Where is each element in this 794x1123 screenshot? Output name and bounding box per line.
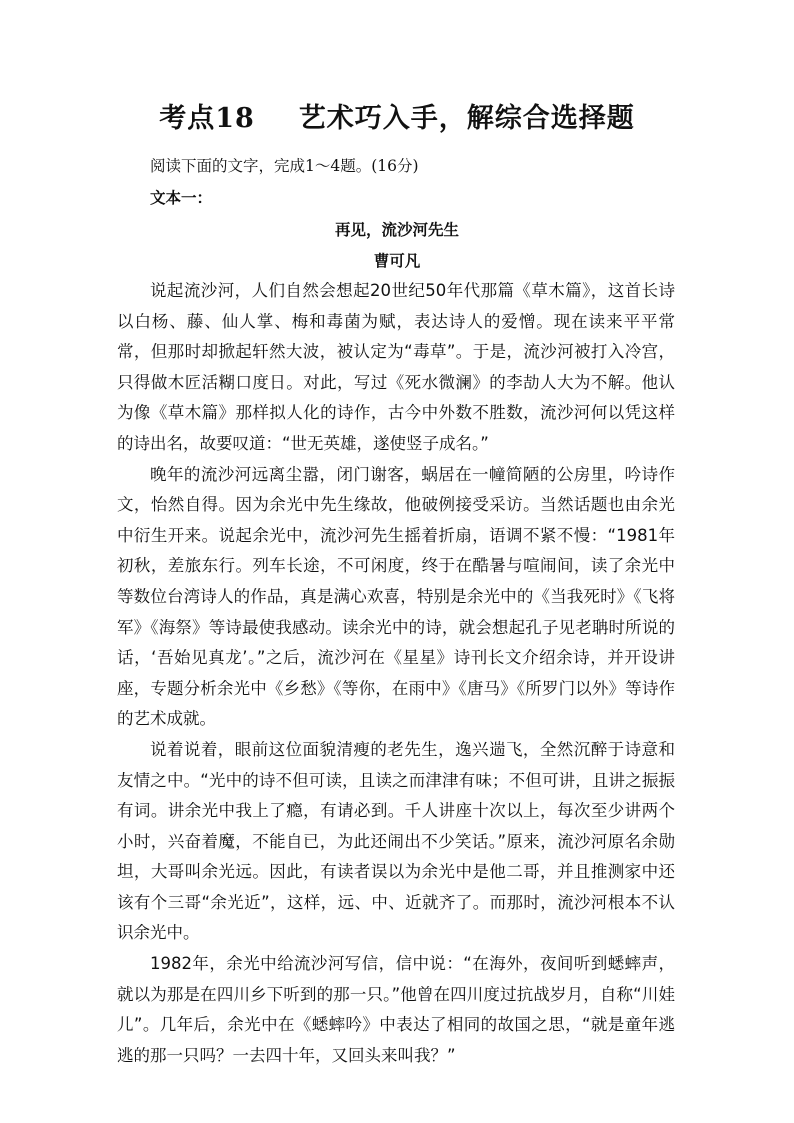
title-topic-text: 艺术巧入手，解综合选择题 (298, 103, 635, 134)
article-title: 再见，流沙河先生 (334, 220, 459, 239)
paragraph: 1982年，余光中给流沙河写信，信中说：“在海外，夜间听到蟋蟀声，就以为那是在四川乡下听到的那一只。”他曾在四川度过抗战岁月，自称“川娃儿”。几年后，余光中在《蟋蟀吟》中表达了相同的故国之思，“就是童年逃逃的那一只吗？一去四十年，又回头来叫我？” (117, 954, 675, 1065)
paragraph: 晚年的流沙河远离尘嚣，闭门谢客，蜗居在一幢简陋的公房里，吟诗作文，怡然自得。因为余光中先生缘故，他破例接受采访。当然话题也由余光中衍生开来。说起余光中，流沙河先生摇着折扇，语调不紧不慢：“1981年初秋，差旅东行。列车长途，不可闲度，终于在酷暑与喧闹间，读了余光中等数位台湾诗人的作品，真是满心欢喜，特别是余光中的《当我死时》《飞将军》《海祭》等诗最使我感动。读余光中的诗，就会想起孔子见老聃时所说的话，‘吾始见真龙’。”之后，流沙河在《星星》诗刊长文介绍余诗，并开设讲座，专题分析余光中《乡愁》《等你，在雨中》《唐马》《所罗门以外》等诗作的艺术成就。 (117, 464, 675, 729)
article-author: 曹可凡 (373, 251, 421, 270)
paragraph: 说着说着，眼前这位面貌清瘦的老先生，逸兴遄飞，全然沉醉于诗意和友情之中。“光中的诗不但可读，且读之而津津有味；不但可讲，且讲之振振有词。讲余光中我上了瘾，有请必到。千人讲座十次以上，每次至少讲两个小时，兴奋着魔，不能自已，为此还闹出不少笑话。”原来，流沙河原名余勋坦，大哥叫余光远。因此，有读者误以为余光中是他二哥，并且推测家中还该有个三哥“余光近”，这样，远、中、近就齐了。而那时，流沙河根本不认识余光中。 (117, 739, 675, 943)
paragraph: 说起流沙河，人们自然会想起20世纪50年代那篇《草木篇》，这首长诗以白杨、藤、仙人掌、梅和毒菌为赋，表达诗人的爱憎。现在读来平平常常，但那时却掀起轩然大波，被认定为“毒草”。于是，流沙河被打入冷宫，只得做木匠活糊口度日。对此，写过《死水微澜》的李劼人大为不解。他认为像《草木篇》那样拟人化的诗作，古今中外数不胜数，流沙河何以凭这样的诗出名，故要叹道：“世无英雄，遂使竖子成名。” (117, 281, 675, 453)
title-topic-number: 考点18 (159, 103, 255, 134)
page-title (0, 96, 794, 135)
reading-instructions: 阅读下面的文字，完成1～4题。(16分) (150, 157, 419, 175)
section-label: 文本一： (150, 188, 213, 207)
article-body (117, 276, 675, 1071)
